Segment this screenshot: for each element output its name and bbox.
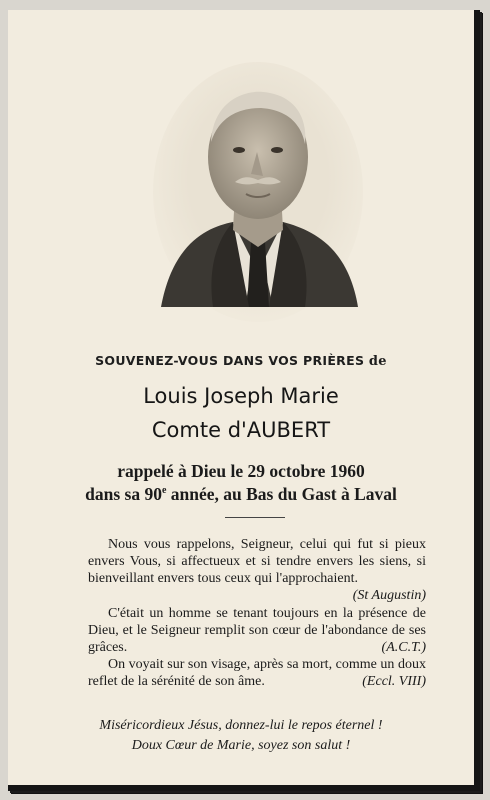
heading-text: SOUVENEZ-VOUS DANS VOS PRIÈRES [95, 353, 365, 368]
paragraph-1-text: Nous vous rappelons, Seigneur, celui qui fut si pieux envers Vous, si affectueux et si tendre envers les siens, si bienveillant envers tous ceux qui l'approchaient. [88, 537, 426, 586]
prayer-line-2: Doux Cœur de Marie, soyez son salut ! [131, 738, 351, 753]
prayer-line-1: Miséricordieux Jésus, donnez-lui le repos éternel ! [99, 718, 383, 733]
paragraph-2 [88, 605, 426, 656]
age-superscript: e [161, 485, 167, 497]
paragraph-2-text: C'était un homme se tenant toujours en la présence de Dieu, et le Seigneur remplit son cœur de l'abondance de ses grâces. [88, 606, 426, 655]
memorial-card [8, 10, 480, 791]
heading-de: de [368, 354, 387, 369]
portrait-photo [153, 62, 363, 322]
paragraph-1-source: (St Augustin) [352, 588, 426, 603]
age-place-text: année, au Bas du Gast à Laval [166, 484, 397, 504]
age-prefix: dans sa 90 [85, 484, 162, 504]
divider [225, 517, 285, 518]
deceased-title-surname: Comte d'AUBERT [151, 418, 331, 442]
paragraph-3-source: (Eccl. VIII) [362, 674, 426, 689]
death-place-line [8, 484, 474, 505]
paragraph-2-source: (A.C.T.) [381, 640, 426, 655]
heading [8, 353, 474, 369]
death-date-line: rappelé à Dieu le 29 octobre 1960 [117, 461, 365, 481]
deceased-given-names: Louis Joseph Marie [143, 384, 339, 408]
paragraph-3 [88, 656, 426, 690]
paragraph-1 [88, 536, 426, 604]
paragraph-3-text: On voyait sur son visage, après sa mort, comme un doux reflet de la sérénité de son âme. [88, 657, 426, 689]
